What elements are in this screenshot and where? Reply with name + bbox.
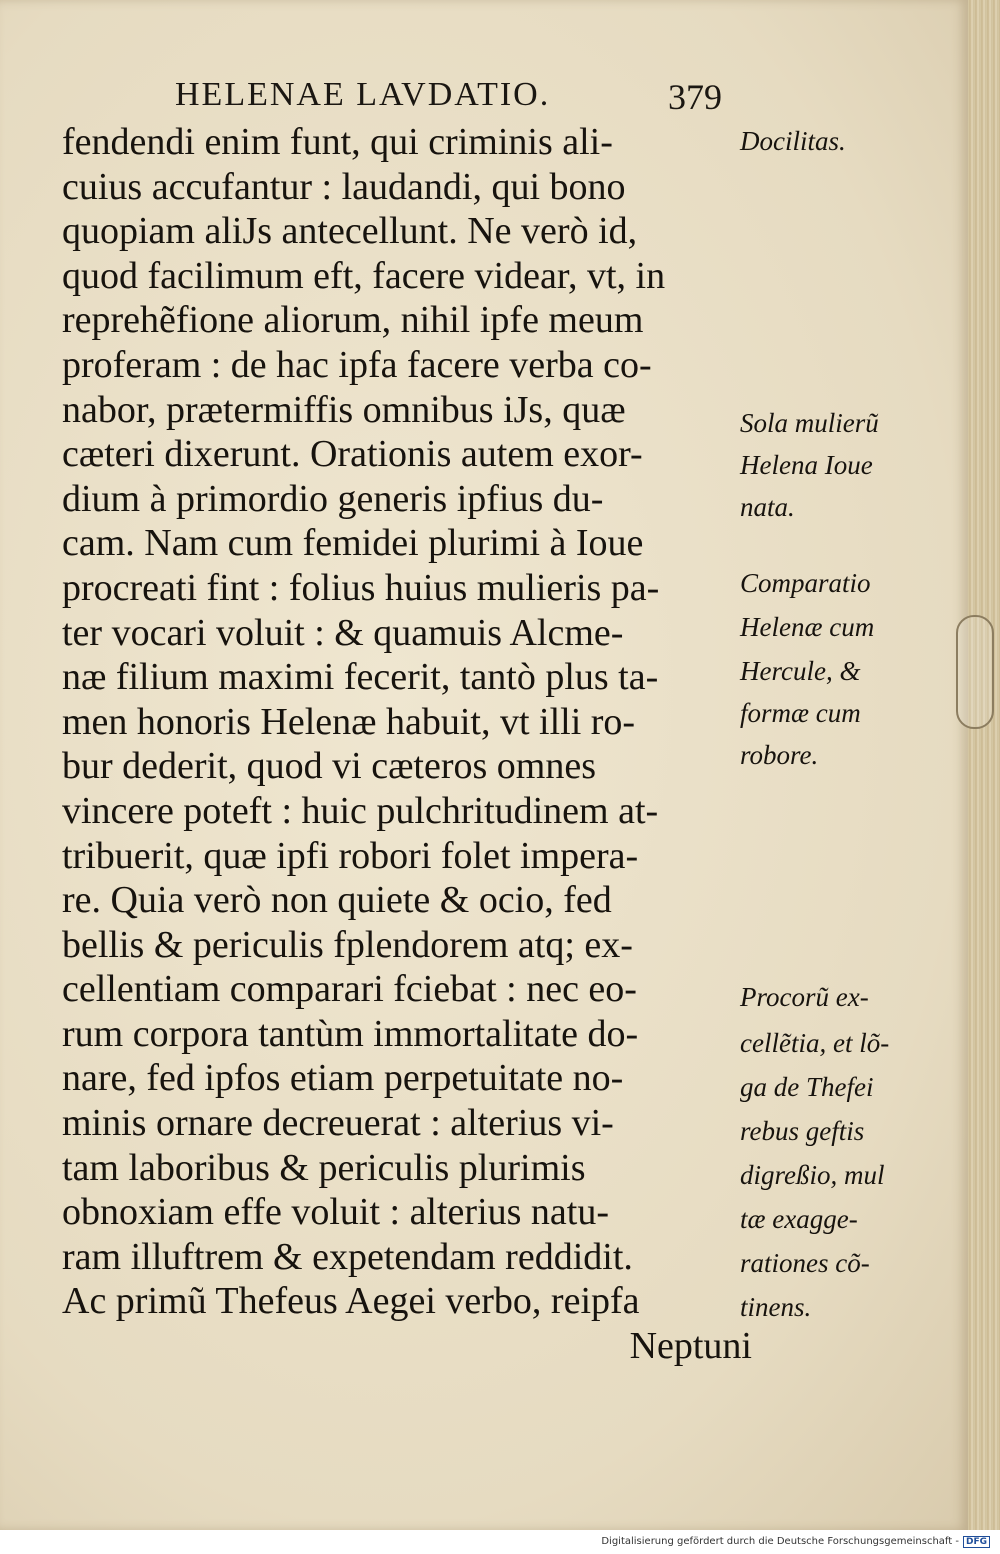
text-line: ter vocari voluit : & quamuis Alcme-	[62, 611, 624, 654]
margin-note: digreßio, mul	[740, 1160, 885, 1190]
text-line: re. Quia verò non quiete & ocio, fed	[62, 879, 612, 922]
text-line: ram illuftrem & expetendam reddidit.	[62, 1235, 633, 1278]
credit-text: Digitalisierung gefördert durch die Deutsche Forschungsgemeinschaft -	[601, 1536, 959, 1547]
text-line: cam. Nam cum femidei plurimi à Ioue	[62, 522, 644, 565]
text-line: tribuerit, quæ ipfi robori folet impera-	[62, 834, 639, 877]
text-line: bellis & periculis fplendorem atq; ex-	[62, 923, 633, 966]
text-line: cæteri dixerunt. Orationis autem exor-	[62, 433, 643, 476]
digitization-credit	[601, 1536, 990, 1548]
margin-note: Sola mulierũ	[740, 408, 879, 438]
text-line: dium à primordio generis ipfius du-	[62, 477, 604, 520]
text-line: cuius accufantur : laudandi, qui bono	[62, 165, 626, 208]
margin-note: robore.	[740, 740, 819, 770]
text-line: Ac primũ Thefeus Aegei verbo, reipfa	[62, 1280, 640, 1323]
dfg-logo-icon: DFG	[963, 1536, 990, 1548]
text-line: quopiam aliJs antecellunt. Ne verò id,	[62, 210, 638, 253]
running-header: HELENAE LAVDATIO.	[175, 76, 551, 113]
text-line: procreati fint : folius huius mulieris pa-	[62, 566, 660, 609]
text-line: rum corpora tantùm immortalitate do-	[62, 1012, 639, 1055]
page-edge-stack	[968, 0, 1000, 1530]
margin-note: Comparatio	[740, 568, 871, 598]
text-line: tam laboribus & periculis plurimis	[62, 1146, 586, 1189]
margin-note: Helena Ioue	[740, 450, 873, 480]
text-line: nabor, prætermiffis omnibus iJs, quæ	[62, 388, 626, 431]
text-line: bur dederit, quod vi cæteros omnes	[62, 745, 597, 788]
text-line: vincere poteft : huic pulchritudinem at-	[62, 789, 659, 832]
text-line: men honoris Helenæ habuit, vt illi ro-	[62, 700, 636, 743]
margin-note: nata.	[740, 492, 795, 522]
margin-note: tæ exagge-	[740, 1204, 858, 1234]
margin-note: Hercule, &	[740, 656, 861, 686]
main-text-block	[62, 120, 752, 1369]
text-line: minis ornare decreuerat : alterius vi-	[62, 1102, 614, 1145]
text-line: nare, fed ipfos etiam perpetuitate no-	[62, 1057, 624, 1100]
margin-note: cellẽtia, et lõ-	[740, 1028, 890, 1058]
margin-note: rebus geftis	[740, 1116, 865, 1146]
text-line: næ filium maximi fecerit, tantò plus ta-	[62, 656, 659, 699]
margin-note: Docilitas.	[740, 126, 846, 156]
margin-note: formæ cum	[740, 698, 861, 728]
page-number: 379	[668, 77, 722, 117]
text-line: obnoxiam effe voluit : alterius natu-	[62, 1191, 609, 1234]
text-line: proferam : de hac ipfa facere verba co-	[62, 343, 652, 386]
text-line: cellentiam comparari fciebat : nec eo-	[62, 968, 637, 1011]
margin-note: ga de Thefei	[740, 1072, 874, 1102]
margin-note: tinens.	[740, 1292, 812, 1322]
margin-note: Procorũ ex-	[740, 982, 869, 1012]
text-line: reprehẽfione aliorum, nihil ipfe meum	[62, 299, 644, 342]
catchword: Neptuni	[629, 1325, 752, 1368]
text-line: fendendi enim funt, qui criminis ali-	[62, 121, 613, 163]
margin-note: Helenæ cum	[740, 612, 875, 642]
text-line: quod facilimum eft, facere videar, vt, in	[62, 254, 666, 297]
margin-note: rationes cõ-	[740, 1248, 870, 1278]
